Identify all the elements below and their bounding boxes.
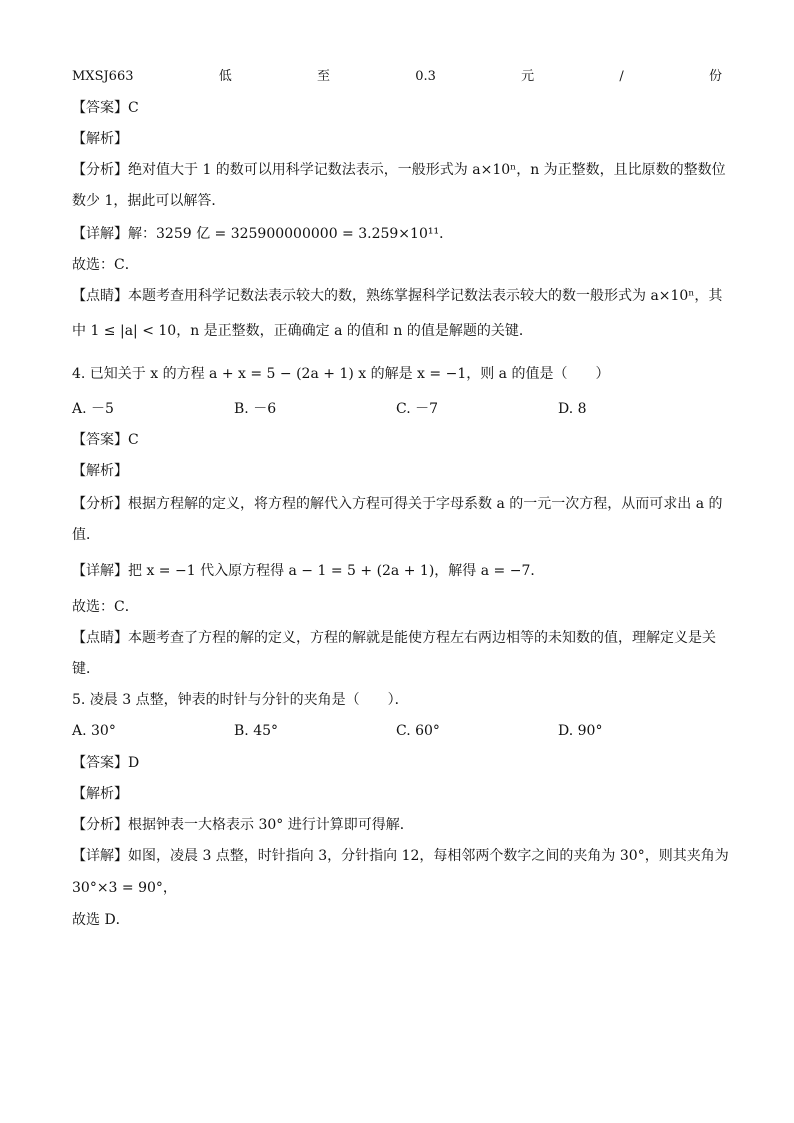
q5-analysis: 【分析】根据钟表一大格表示 30° 进行计算即可得解． <box>72 817 414 833</box>
q5-stem: 5. 凌晨 3 点整，钟表的时针与分针的夹角是（ ）． <box>72 692 409 708</box>
q4-option-d: D. 8 <box>558 401 587 417</box>
q4-detail: 【详解】把 x = −1 代入原方程得 a − 1 = 5 + (2a + 1)，解得 a = −7． <box>72 563 545 579</box>
q4-stem: 4. 已知关于 x 的方程 a + x = 5 − (2a + 1) x 的解是 x = −1，则 a 的值是（ ） <box>72 366 610 382</box>
q4-answer: 【答案】C <box>72 432 139 448</box>
q3-comment-line-1: 【点睛】本题考查用科学记数法表示较大的数，熟练掌握科学记数法表示较大的数一般形式为 a×10ⁿ，其 <box>72 288 723 304</box>
q5-option-c: C. 60° <box>396 723 440 739</box>
q5-option-a: A. 30° <box>72 723 116 739</box>
q3-analysis-line-2: 数少 1，据此可以解答． <box>72 193 226 209</box>
banner-slash: / <box>619 69 624 84</box>
banner-word-3: 元 <box>521 69 535 84</box>
q4-analysis-line-2: 值． <box>72 527 100 543</box>
q3-answer: 【答案】C <box>72 100 139 116</box>
q4-option-c: C. －7 <box>396 401 439 417</box>
q4-choice: 故选：C． <box>72 599 139 615</box>
q5-answer: 【答案】D <box>72 755 140 771</box>
q5-choice: 故选 D． <box>72 912 130 928</box>
q4-option-b: B. －6 <box>234 401 277 417</box>
q5-detail-line-1: 【详解】如图，凌晨 3 点整，时针指向 3，分针指向 12，每相邻两个数字之间的夹角为 30°，则其夹角为 <box>72 848 729 864</box>
banner-word-1: 低 <box>218 69 232 84</box>
q4-analysis-heading: 【解析】 <box>72 463 128 479</box>
q4-comment-line-1: 【点睛】本题考查了方程的解的定义，方程的解就是能使方程左右两边相等的未知数的值，理解定义是关 <box>72 630 716 646</box>
q5-options <box>72 721 722 741</box>
q3-analysis-heading: 【解析】 <box>72 131 128 147</box>
banner-word-2: 至 <box>316 69 330 84</box>
banner-code: MXSJ663 <box>72 69 134 84</box>
q4-option-a: A. －5 <box>72 401 114 417</box>
banner-word-4: 份 <box>708 69 722 84</box>
q3-detail: 【详解】解：3259 亿 = 325900000000 = 3.259×10¹¹． <box>72 226 454 242</box>
q3-analysis-line-1: 【分析】绝对值大于 1 的数可以用科学记数法表示，一般形式为 a×10ⁿ，n 为正整数，且比原数的整数位 <box>72 162 726 178</box>
q5-detail-line-2: 30°×3 = 90°， <box>72 880 177 896</box>
q5-option-b: B. 45° <box>234 723 279 739</box>
q3-choice: 故选：C． <box>72 257 139 273</box>
q5-analysis-heading: 【解析】 <box>72 786 128 802</box>
q3-comment-line-2: 中 1 ≤ |a| < 10，n 是正整数，正确确定 a 的值和 n 的值是解题的关键． <box>72 323 533 339</box>
q4-analysis-line-1: 【分析】根据方程解的定义，将方程的解代入方程可得关于字母系数 a 的一元一次方程，从而可求出 a 的 <box>72 496 723 512</box>
q4-options <box>72 399 722 419</box>
q4-comment-line-2: 键． <box>72 661 100 677</box>
q5-option-d: D. 90° <box>558 723 603 739</box>
banner-price: 0.3 <box>415 69 436 84</box>
header-banner <box>72 67 722 87</box>
